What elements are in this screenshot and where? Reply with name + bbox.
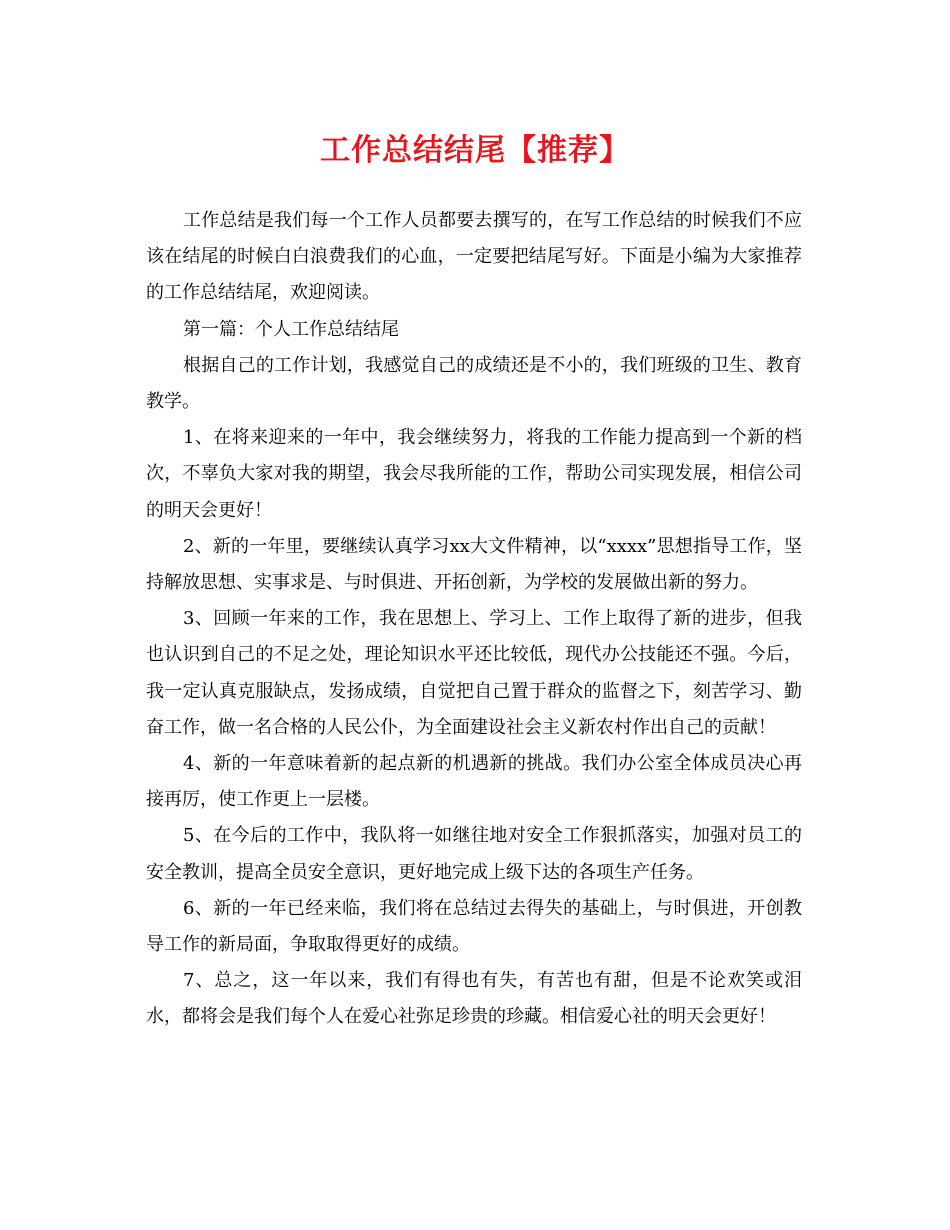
list-item-1: 1、在将来迎来的一年中，我会继续努力，将我的工作能力提高到一个新的档次，不辜负大家对我的期望，我会尽我所能的工作，帮助公司实现发展，相信公司的明天会更好！ bbox=[146, 427, 802, 521]
list-item-6: 6、新的一年已经来临，我们将在总结过去得失的基础上，与时俱进，开创教导工作的新局面，争取取得更好的成绩。 bbox=[146, 897, 802, 956]
intro-paragraph: 工作总结是我们每一个工作人员都要去撰写的，在写工作总结的时候我们不应该在结尾的时候白白浪费我们的心血，一定要把结尾写好。下面是小编为大家推荐的工作总结结尾，欢迎阅读。 bbox=[146, 210, 802, 304]
list-item-4: 4、新的一年意味着新的起点新的机遇新的挑战。我们办公室全体成员决心再接再厉，使工作更上一层楼。 bbox=[146, 753, 802, 811]
list-item-7: 7、总之，这一年以来，我们有得也有失，有苦也有甜，但是不论欢笑或泪水，都将会是我们每个人在爱心社弥足珍贵的珍藏。相信爱心社的明天会更好！ bbox=[146, 970, 802, 1028]
list-item-3: 3、回顾一年来的工作，我在思想上、学习上、工作上取得了新的进步，但我也认识到自己的不足之处，理论知识水平还比较低，现代办公技能还不强。今后，我一定认真克服缺点，发扬成绩，自觉把自己置于群众的监督之下，刻苦学习、勤奋工作，做一名合格的人民公仆，为全面建设社会主义新农村作出自己的贡献！ bbox=[146, 608, 802, 738]
document-title: 工作总结结尾【推荐】 bbox=[320, 133, 630, 168]
section-heading: 第一篇：个人工作总结结尾 bbox=[183, 318, 399, 340]
document-body bbox=[146, 203, 802, 1036]
list-item-2: 2、新的一年里，要继续认真学习xx大文件精神，以“xxxx”思想指导工作，坚持解放思想、实事求是、与时俱进、开拓创新，为学校的发展做出新的努力。 bbox=[146, 535, 802, 594]
body-paragraph: 根据自己的工作计划，我感觉自己的成绩还是不小的，我们班级的卫生、教育教学。 bbox=[146, 354, 802, 413]
list-item-5: 5、在今后的工作中，我队将一如继往地对安全工作狠抓落实，加强对员工的安全教训，提高全员安全意识，更好地完成上级下达的各项生产任务。 bbox=[146, 825, 802, 883]
